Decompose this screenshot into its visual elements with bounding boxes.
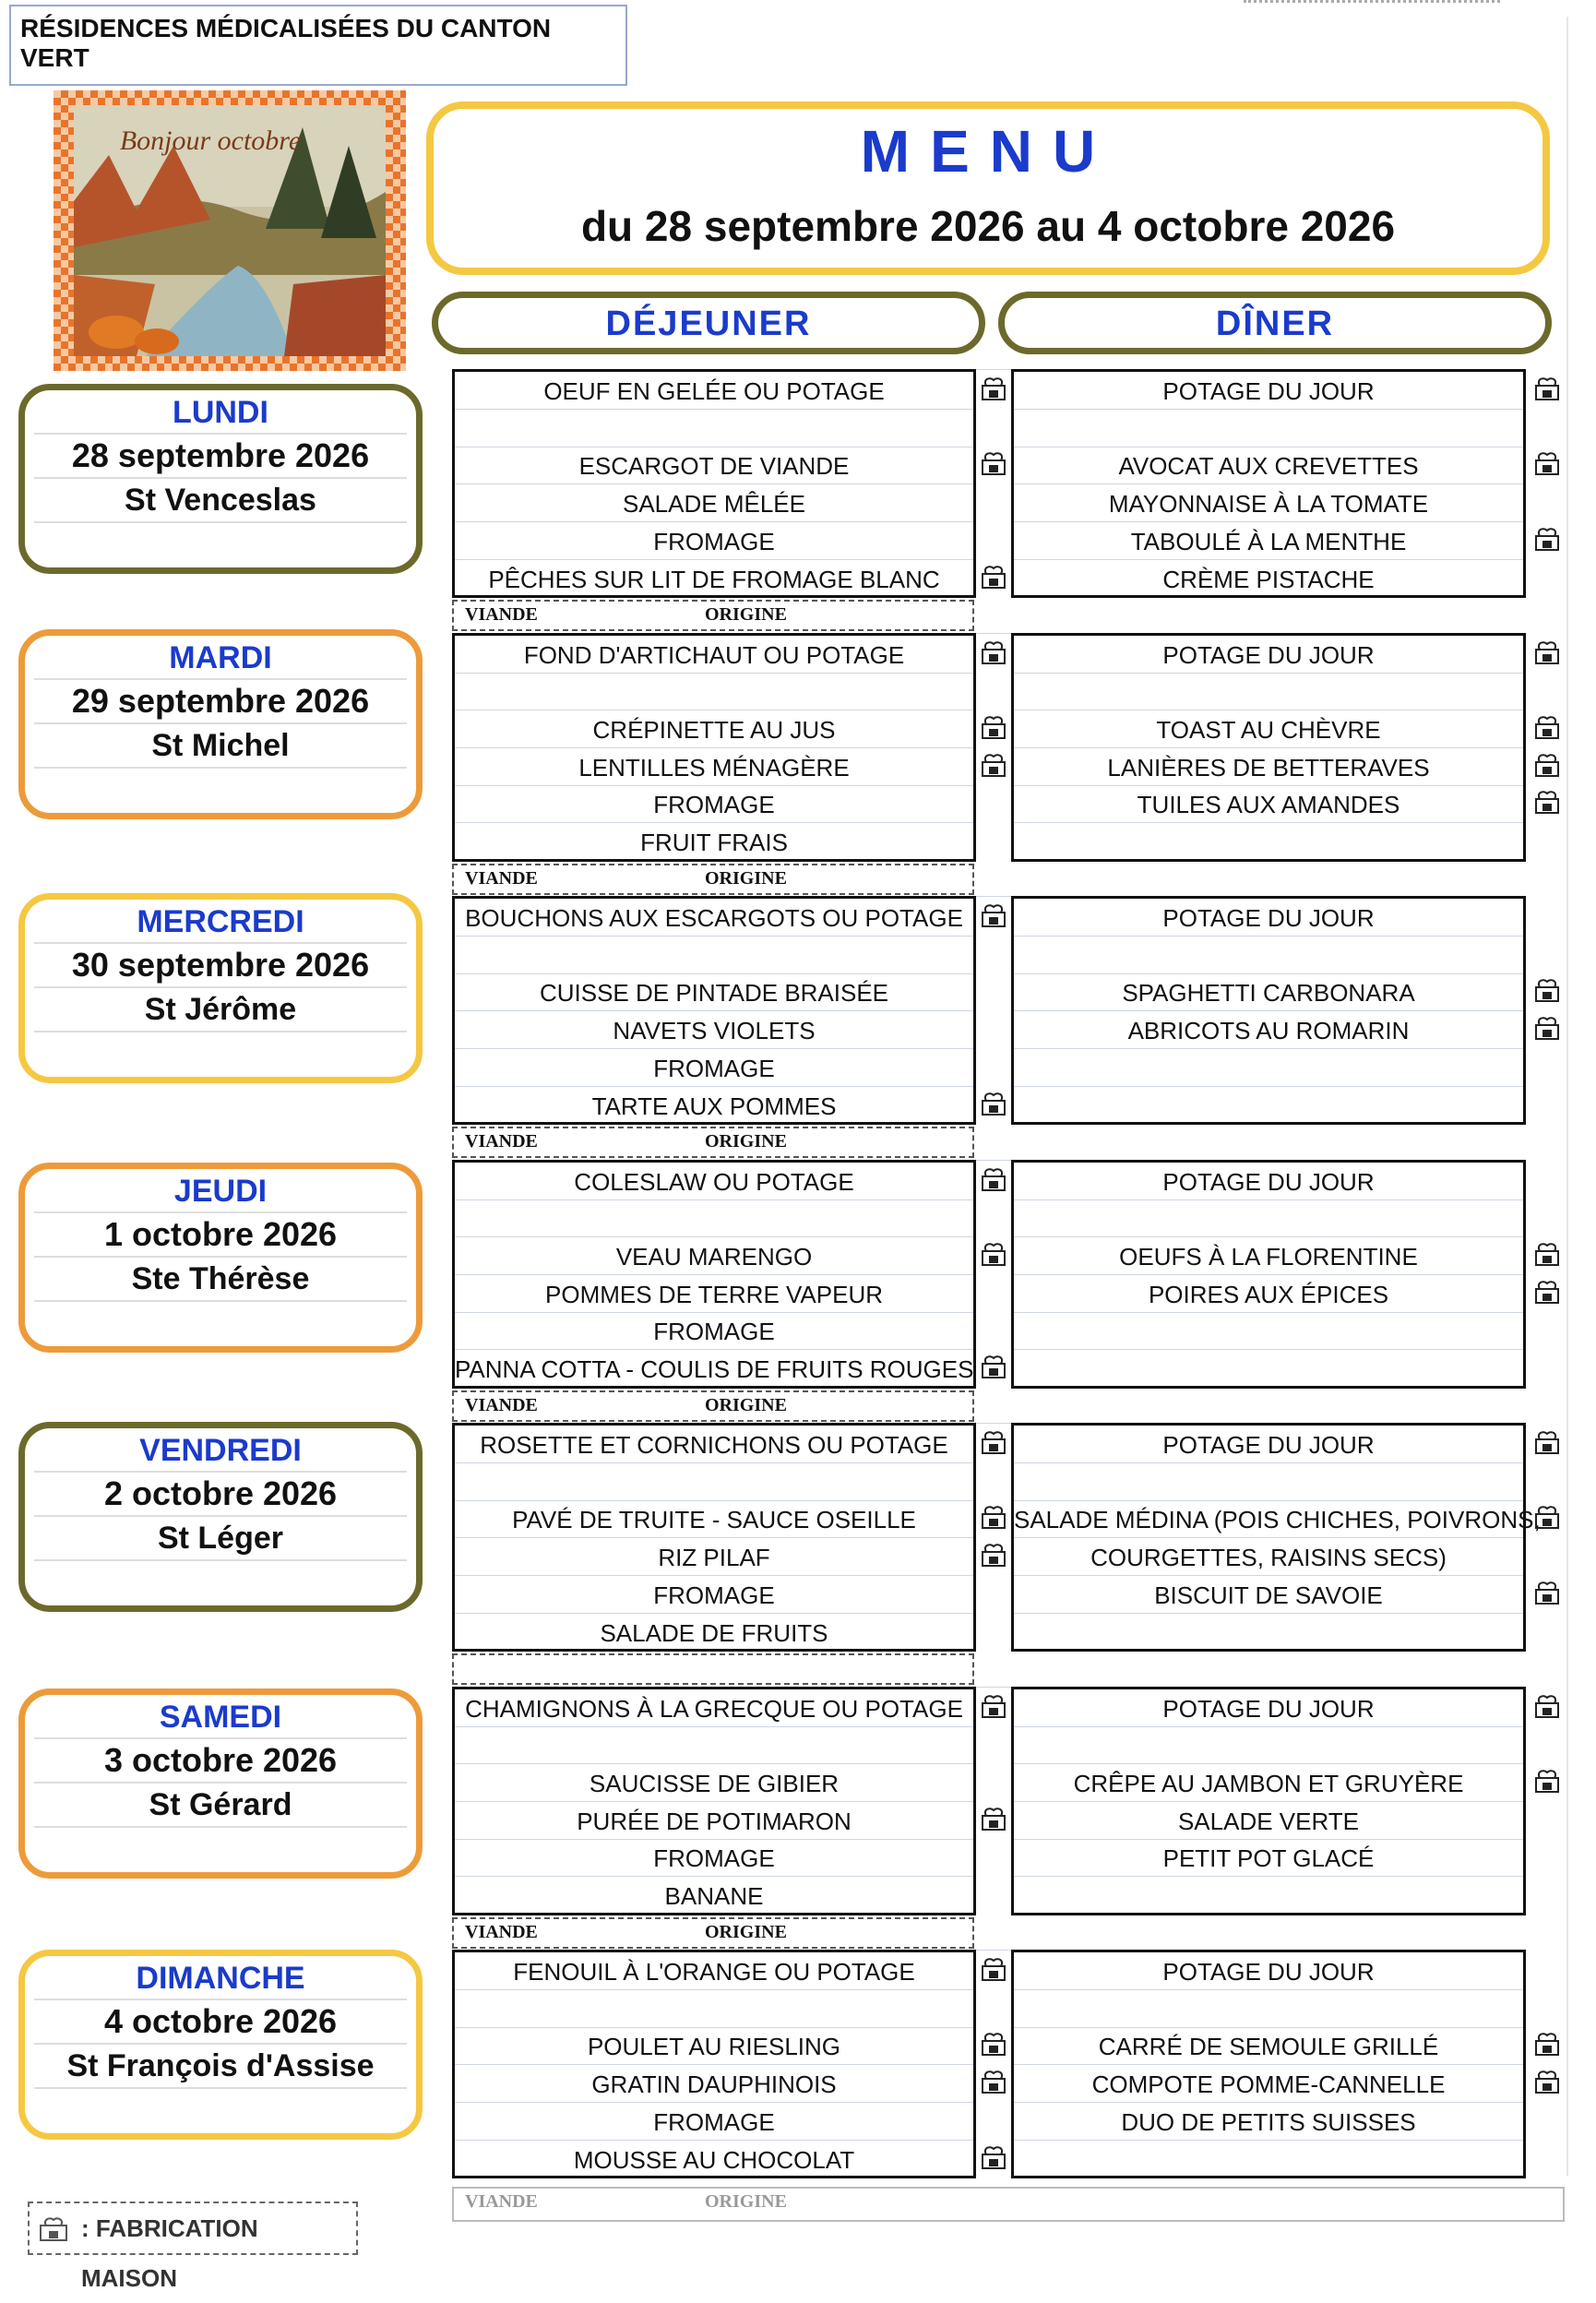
day-saint: St Venceslas xyxy=(34,477,407,521)
origin-strip xyxy=(452,600,974,631)
homemade-icon xyxy=(1533,1240,1561,1268)
grid-divider xyxy=(976,896,1011,897)
lunch-table xyxy=(452,896,976,1125)
day-card xyxy=(18,629,423,819)
lunch-table xyxy=(452,1687,976,1915)
homemade-icon xyxy=(980,375,1007,402)
homemade-icon xyxy=(1533,449,1561,477)
menu-date-range: du 28 septembre 2026 au 4 octobre 2026 xyxy=(580,202,1396,250)
dinner-dish: POTAGE DU JOUR xyxy=(1014,1952,1523,1990)
grid-divider xyxy=(976,633,1011,634)
day-date: 28 septembre 2026 xyxy=(34,433,407,477)
homemade-icon xyxy=(980,1541,1007,1569)
homemade-icon xyxy=(1533,2068,1561,2095)
dinner-column-header: DÎNER xyxy=(998,292,1552,354)
grid-divider xyxy=(976,1160,1011,1161)
lunch-blank-row xyxy=(455,1199,973,1237)
lunch-dish: ROSETTE ET CORNICHONS OU POTAGE xyxy=(455,1426,973,1463)
lunch-blank-row xyxy=(455,673,973,710)
day-card xyxy=(18,384,423,574)
day-blank-line xyxy=(34,767,407,809)
menu-header xyxy=(426,101,1550,275)
homemade-icon xyxy=(980,2068,1007,2095)
dinner-dish: TABOULÉ À LA MENTHE xyxy=(1014,522,1523,560)
homemade-icon xyxy=(980,563,1007,591)
day-blank-line xyxy=(34,1826,407,1868)
dinner-dish: POTAGE DU JOUR xyxy=(1014,1163,1523,1200)
dinner-blank-row xyxy=(1014,937,1523,974)
day-name: DIMANCHE xyxy=(136,1961,305,1996)
homemade-icon xyxy=(1533,1503,1561,1531)
dinner-dish: CARRÉ DE SEMOULE GRILLÉ xyxy=(1014,2027,1523,2065)
homemade-icon xyxy=(980,1090,1007,1117)
lunch-dish: PÊCHES SUR LIT DE FROMAGE BLANC xyxy=(488,565,940,593)
menu-title: MENU xyxy=(860,118,1116,185)
dinner-dish: POIRES AUX ÉPICES xyxy=(1014,1275,1523,1313)
right-border xyxy=(1566,17,1568,2176)
chef-hat-icon xyxy=(39,2214,68,2242)
legend-label: : FABRICATION MAISON xyxy=(81,2214,258,2292)
dinner-blank-row xyxy=(1014,1990,1523,2028)
day-saint: St Gérard xyxy=(34,1782,407,1826)
lunch-dish: BANANE xyxy=(664,1882,764,1910)
homemade-icon xyxy=(980,638,1007,666)
illustration-caption: Bonjour octobre xyxy=(119,125,302,156)
lunch-dish: SALADE DE FRUITS xyxy=(600,1618,828,1647)
day-blank-line xyxy=(34,2087,407,2130)
homemade-icon xyxy=(1533,1692,1561,1720)
lunch-dish: TARTE AUX POMMES xyxy=(591,1092,837,1120)
top-dotted-rule xyxy=(1244,0,1500,6)
lunch-blank-row xyxy=(455,410,973,447)
dinner-blank-row xyxy=(1014,410,1523,447)
day-date: 30 septembre 2026 xyxy=(34,942,407,986)
dinner-dish: DUO DE PETITS SUISSES xyxy=(1014,2103,1523,2141)
homemade-icon xyxy=(1533,525,1561,553)
origin-label: ORIGINE xyxy=(705,1394,787,1415)
lunch-dish: FRUIT FRAIS xyxy=(640,829,788,856)
homemade-icon xyxy=(1533,788,1561,816)
homemade-icon xyxy=(980,1428,1007,1456)
lunch-blank-row xyxy=(455,937,973,974)
dinner-blank-row xyxy=(1014,673,1523,710)
origin-label: ORIGINE xyxy=(705,604,787,626)
dinner-dish: OEUFS À LA FLORENTINE xyxy=(1014,1237,1523,1275)
homemade-icon xyxy=(1533,976,1561,1004)
homemade-icon xyxy=(980,2030,1007,2058)
lunch-dish: PANNA COTTA - COULIS DE FRUITS ROUGES xyxy=(455,1355,974,1383)
grid-divider xyxy=(976,1950,1011,1951)
grid-divider xyxy=(976,1687,1011,1688)
dinner-dish: TOAST AU CHÈVRE xyxy=(1014,710,1523,748)
day-card xyxy=(18,1688,423,1879)
lunch-dish: FROMAGE xyxy=(455,785,973,823)
homemade-icon xyxy=(1533,1579,1561,1606)
dinner-blank-row xyxy=(1014,2141,1523,2178)
lunch-dish: FROMAGE xyxy=(455,522,973,560)
origin-label: ORIGINE xyxy=(705,1131,787,1152)
legend xyxy=(28,2202,358,2292)
dinner-dish: CRÈME PISTACHE xyxy=(1162,565,1375,593)
homemade-icon xyxy=(1533,1767,1561,1795)
lunch-table xyxy=(452,1160,976,1389)
lunch-dish: SAUCISSE DE GIBIER xyxy=(455,1764,973,1802)
day-saint: St François d'Assise xyxy=(34,2043,407,2087)
homemade-icon xyxy=(980,1692,1007,1720)
meat-label: VIANDE xyxy=(465,1921,538,1942)
day-saint: St Michel xyxy=(34,722,407,767)
dinner-blank-row xyxy=(1014,1877,1523,1914)
lunch-dish: BOUCHONS AUX ESCARGOTS OU POTAGE xyxy=(455,899,973,937)
day-name: JEUDI xyxy=(173,1174,268,1209)
day-blank-line xyxy=(34,1031,407,1073)
lunch-dish: CRÉPINETTE AU JUS xyxy=(455,710,973,748)
lunch-blank-row xyxy=(455,1463,973,1501)
homemade-icon xyxy=(1533,375,1561,402)
origin-label: ORIGINE xyxy=(705,867,787,889)
day-name: VENDREDI xyxy=(139,1433,302,1468)
lunch-column-header: DÉJEUNER xyxy=(432,292,985,354)
homemade-icon xyxy=(1533,1014,1561,1042)
lunch-dish: FROMAGE xyxy=(455,1576,973,1614)
homemade-icon xyxy=(1533,1428,1561,1456)
day-name: LUNDI xyxy=(173,395,268,430)
day-name: SAMEDI xyxy=(159,1700,282,1735)
dinner-blank-row xyxy=(1014,1087,1523,1124)
homemade-icon xyxy=(1533,713,1561,741)
homemade-icon xyxy=(980,1805,1007,1832)
lunch-blank-row xyxy=(455,1726,973,1764)
lunch-dish: FROMAGE xyxy=(455,1839,973,1877)
organization-name: RÉSIDENCES MÉDICALISÉES DU CANTON VERT xyxy=(9,5,627,86)
final-origin-line xyxy=(452,2187,1565,2222)
lunch-table xyxy=(452,369,976,598)
day-card xyxy=(18,893,423,1083)
lunch-table xyxy=(452,633,976,862)
homemade-icon xyxy=(980,901,1007,929)
dinner-table xyxy=(1011,369,1526,598)
dinner-dish: SALADE MÉDINA (POIS CHICHES, POIVRONS, xyxy=(1014,1500,1523,1538)
lunch-dish: CHAMIGNONS À LA GRECQUE OU POTAGE xyxy=(455,1689,973,1727)
day-card xyxy=(18,1422,423,1612)
dinner-dish: ABRICOTS AU ROMARIN xyxy=(1014,1011,1523,1049)
homemade-icon xyxy=(1533,638,1561,666)
lunch-dish: SALADE MÊLÉE xyxy=(455,484,973,522)
lunch-dish: RIZ PILAF xyxy=(455,1538,973,1576)
day-card xyxy=(18,1163,423,1353)
lunch-table xyxy=(452,1423,976,1652)
lunch-dish: PAVÉ DE TRUITE - SAUCE OSEILLE xyxy=(455,1500,973,1538)
day-date: 4 octobre 2026 xyxy=(34,1999,407,2043)
homemade-icon xyxy=(980,2143,1007,2171)
lunch-dish: FOND D'ARTICHAUT OU POTAGE xyxy=(455,636,973,674)
dinner-dish: POTAGE DU JOUR xyxy=(1014,1689,1523,1727)
homemade-icon xyxy=(1533,2030,1561,2058)
dinner-dish: POTAGE DU JOUR xyxy=(1014,372,1523,410)
dinner-dish: SALADE VERTE xyxy=(1014,1802,1523,1840)
dinner-dish: PETIT POT GLACÉ xyxy=(1014,1839,1523,1877)
lunch-dish: MOUSSE AU CHOCOLAT xyxy=(573,2145,855,2174)
lunch-dish: CUISSE DE PINTADE BRAISÉE xyxy=(455,973,973,1011)
meat-label: VIANDE xyxy=(465,2191,538,2212)
day-blank-line xyxy=(34,1559,407,1602)
lunch-dish: FROMAGE xyxy=(455,1049,973,1087)
origin-strip xyxy=(452,1127,974,1158)
day-card xyxy=(18,1950,423,2140)
homemade-icon xyxy=(1533,1278,1561,1306)
lunch-dish: ESCARGOT DE VIANDE xyxy=(455,447,973,484)
day-saint: St Jérôme xyxy=(34,986,407,1031)
dinner-table xyxy=(1011,1950,1526,2178)
homemade-icon xyxy=(980,1955,1007,1983)
lunch-table xyxy=(452,1950,976,2178)
day-name: MERCREDI xyxy=(137,904,304,939)
lunch-dish: POULET AU RIESLING xyxy=(455,2027,973,2065)
lunch-dish: LENTILLES MÉNAGÈRE xyxy=(455,748,973,786)
origin-strip xyxy=(452,1390,974,1422)
lunch-dish: VEAU MARENGO xyxy=(455,1237,973,1275)
dinner-table xyxy=(1011,896,1526,1125)
day-blank-line xyxy=(34,521,407,564)
day-date: 1 octobre 2026 xyxy=(34,1211,407,1256)
homemade-icon xyxy=(980,751,1007,779)
dinner-blank-row xyxy=(1014,1614,1523,1651)
dinner-blank-row xyxy=(1014,1312,1523,1350)
day-saint: St Léger xyxy=(34,1515,407,1559)
origin-label: ORIGINE xyxy=(705,2191,787,2212)
dinner-dish: MAYONNAISE À LA TOMATE xyxy=(1014,484,1523,522)
dinner-blank-row xyxy=(1014,823,1523,860)
meat-label: VIANDE xyxy=(465,1394,538,1415)
autumn-illustration xyxy=(54,90,406,371)
origin-strip xyxy=(452,864,974,895)
dinner-blank-row xyxy=(1014,1463,1523,1501)
dinner-dish: BISCUIT DE SAVOIE xyxy=(1014,1576,1523,1614)
lunch-blank-row xyxy=(455,1990,973,2028)
day-saint: Ste Thérèse xyxy=(34,1256,407,1300)
day-blank-line xyxy=(34,1300,407,1342)
dinner-blank-row xyxy=(1014,1199,1523,1237)
homemade-icon xyxy=(980,1353,1007,1380)
dinner-dish: TUILES AUX AMANDES xyxy=(1014,785,1523,823)
lunch-dish: NAVETS VIOLETS xyxy=(455,1011,973,1049)
day-date: 2 octobre 2026 xyxy=(34,1471,407,1515)
grid-divider xyxy=(976,1423,1011,1424)
homemade-icon xyxy=(980,1165,1007,1193)
lunch-dish: FENOUIL À L'ORANGE OU POTAGE xyxy=(455,1952,973,1990)
dinner-dish: CRÊPE AU JAMBON ET GRUYÈRE xyxy=(1014,1764,1523,1802)
meat-label: VIANDE xyxy=(465,604,538,626)
lunch-dish: FROMAGE xyxy=(455,1312,973,1350)
dinner-dish: AVOCAT AUX CREVETTES xyxy=(1014,447,1523,484)
homemade-icon xyxy=(980,1240,1007,1268)
lunch-dish: FROMAGE xyxy=(455,2103,973,2141)
day-date: 3 octobre 2026 xyxy=(34,1737,407,1782)
dinner-table xyxy=(1011,1687,1526,1915)
origin-strip xyxy=(452,1917,974,1949)
lunch-dish: GRATIN DAUPHINOIS xyxy=(455,2065,973,2103)
lunch-dish: PURÉE DE POTIMARON xyxy=(455,1802,973,1840)
homemade-icon xyxy=(1533,751,1561,779)
dinner-dish: COMPOTE POMME-CANNELLE xyxy=(1014,2065,1523,2103)
homemade-icon xyxy=(980,1503,1007,1531)
lunch-dish: POMMES DE TERRE VAPEUR xyxy=(455,1275,973,1313)
grid-divider xyxy=(976,369,1011,370)
dinner-table xyxy=(1011,1160,1526,1389)
dinner-dish: SPAGHETTI CARBONARA xyxy=(1014,973,1523,1011)
origin-strip xyxy=(452,1653,974,1685)
lunch-dish: COLESLAW OU POTAGE xyxy=(455,1163,973,1200)
dinner-dish: COURGETTES, RAISINS SECS) xyxy=(1014,1538,1523,1576)
homemade-icon xyxy=(980,713,1007,741)
dinner-blank-row xyxy=(1014,1350,1523,1387)
meat-label: VIANDE xyxy=(465,867,538,889)
day-date: 29 septembre 2026 xyxy=(34,678,407,722)
lunch-dish: OEUF EN GELÉE OU POTAGE xyxy=(455,372,973,410)
dinner-table xyxy=(1011,1423,1541,1652)
day-name: MARDI xyxy=(169,640,272,675)
dinner-table xyxy=(1011,633,1526,862)
dinner-dish: POTAGE DU JOUR xyxy=(1014,1426,1523,1463)
meat-label: VIANDE xyxy=(465,1131,538,1152)
dinner-dish: LANIÈRES DE BETTERAVES xyxy=(1014,748,1523,786)
homemade-icon xyxy=(980,449,1007,477)
dinner-dish: POTAGE DU JOUR xyxy=(1014,899,1523,937)
dinner-dish: POTAGE DU JOUR xyxy=(1014,636,1523,674)
dinner-blank-row xyxy=(1014,1049,1523,1087)
dinner-blank-row xyxy=(1014,1726,1523,1764)
origin-label: ORIGINE xyxy=(705,1921,787,1942)
